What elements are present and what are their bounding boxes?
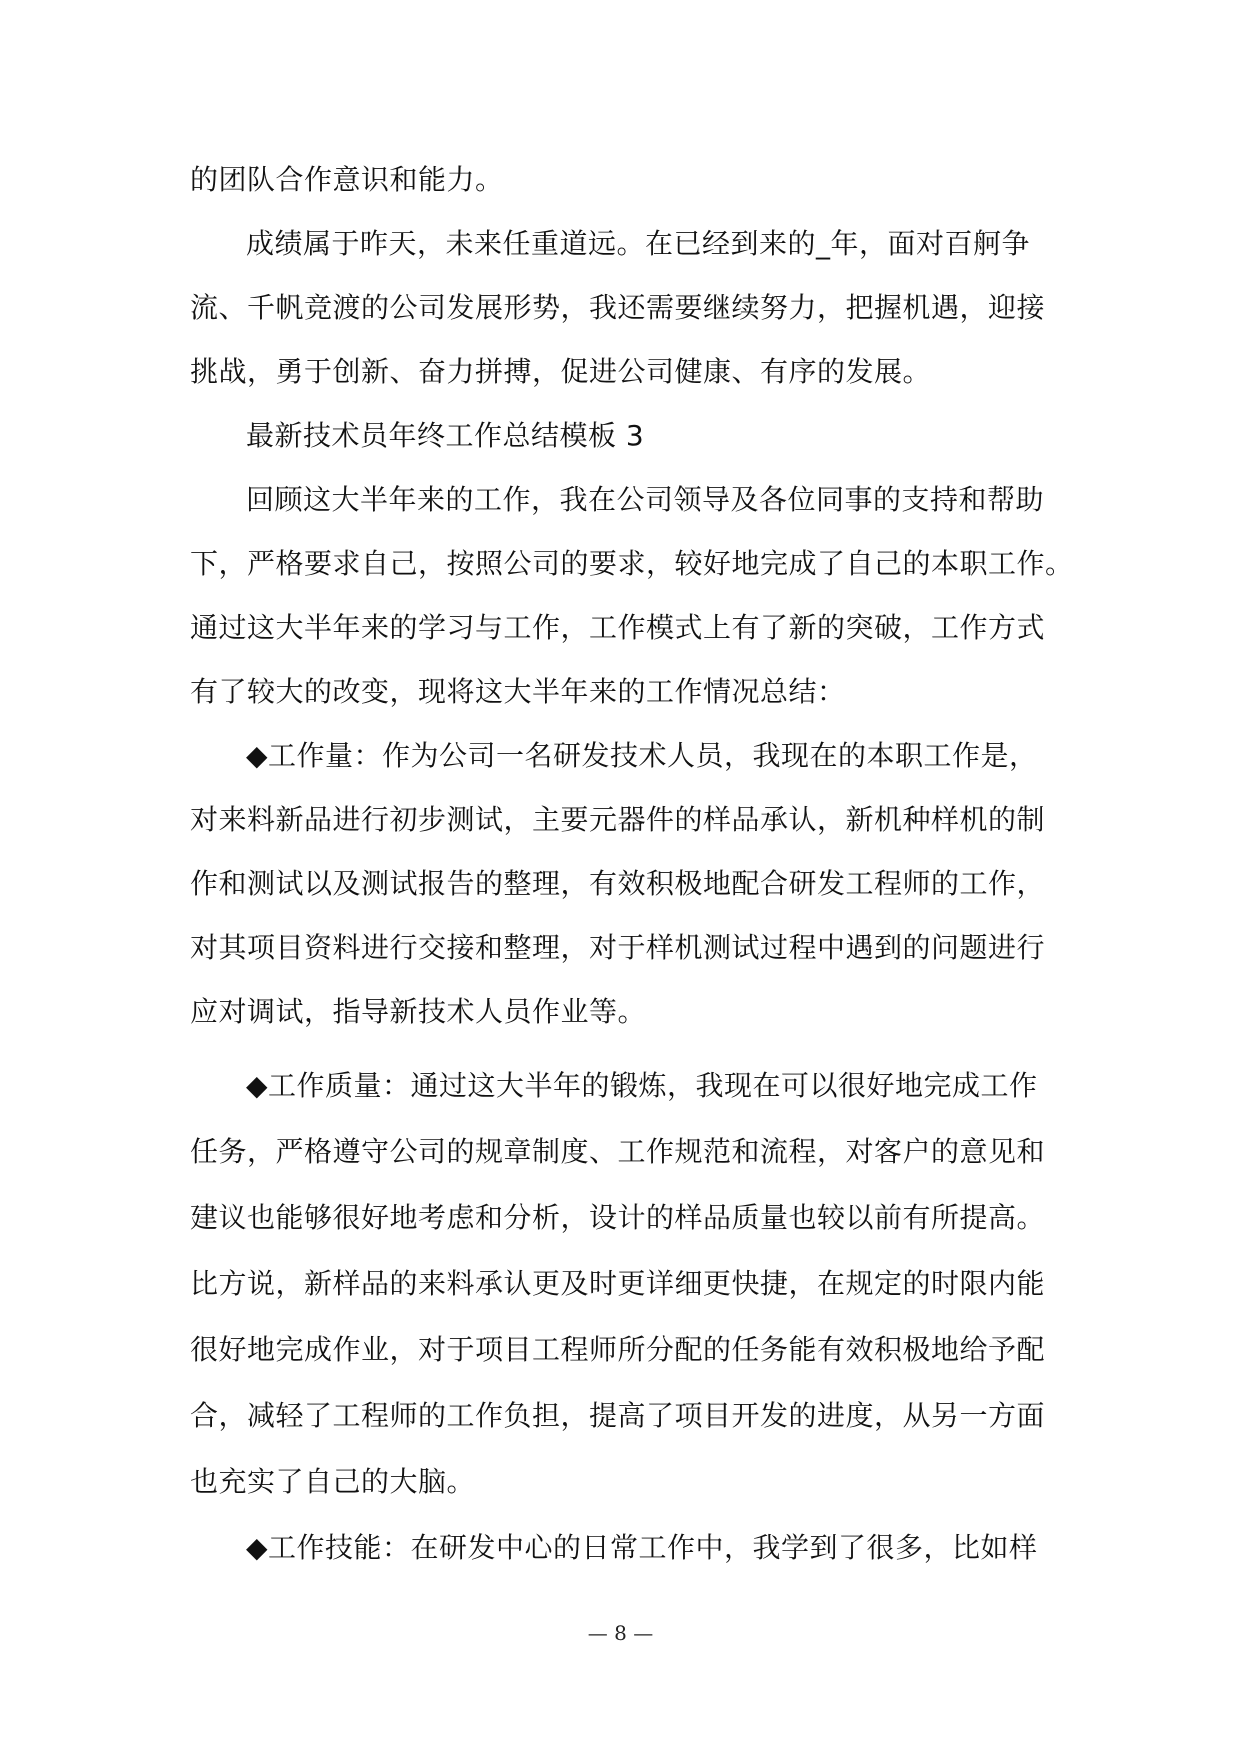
text-line: 对来料新品进行初步测试，主要元器件的样品承认，新机种样机的制 — [190, 803, 1046, 836]
text-line: 通过这大半年来的学习与工作，工作模式上有了新的突破，工作方式 — [190, 611, 1046, 644]
text-line: 比方说，新样品的来料承认更及时更详细更快捷，在规定的时限内能 — [190, 1267, 1046, 1300]
text-line: 作和测试以及测试报告的整理，有效积极地配合研发工程师的工作， — [190, 867, 1046, 900]
text-line: ◆工作量：作为公司一名研发技术人员，我现在的本职工作是， — [246, 739, 1038, 772]
text-line: ◆工作质量：通过这大半年的锻炼，我现在可以很好地完成工作 — [246, 1069, 1038, 1102]
text-line: 很好地完成作业，对于项目工程师所分配的任务能有效积极地给予配 — [190, 1333, 1046, 1366]
text-line: ◆工作技能：在研发中心的日常工作中，我学到了很多，比如样 — [246, 1531, 1038, 1564]
text-line: 建议也能够很好地考虑和分析，设计的样品质量也较以前有所提高。 — [190, 1201, 1046, 1234]
section-heading: 最新技术员年终工作总结模板 3 — [246, 419, 645, 452]
text-line: 流、千帆竞渡的公司发展形势，我还需要继续努力，把握机遇，迎接 — [190, 291, 1046, 324]
text-line: 挑战，勇于创新、奋力拼搏，促进公司健康、有序的发展。 — [190, 355, 932, 388]
text-line: 成绩属于昨天，未来任重道远。在已经到来的_年，面对百舸争 — [246, 227, 1031, 260]
text-line: 应对调试，指导新技术人员作业等。 — [190, 995, 647, 1028]
text-line: 的团队合作意识和能力。 — [190, 163, 504, 196]
text-line: 回顾这大半年来的工作，我在公司领导及各位同事的支持和帮助 — [246, 483, 1045, 516]
text-line: 也充实了自己的大脑。 — [190, 1465, 476, 1498]
text-line: 下，严格要求自己，按照公司的要求，较好地完成了自己的本职工作。 — [190, 547, 1074, 580]
text-line: 对其项目资料进行交接和整理，对于样机测试过程中遇到的问题进行 — [190, 931, 1046, 964]
text-line: 合，减轻了工程师的工作负担，提高了项目开发的进度，从另一方面 — [190, 1399, 1046, 1432]
page-number: — 8 — — [587, 1621, 654, 1645]
text-line: 有了较大的改变，现将这大半年来的工作情况总结： — [190, 675, 846, 708]
text-line: 任务，严格遵守公司的规章制度、工作规范和流程，对客户的意见和 — [190, 1135, 1046, 1168]
